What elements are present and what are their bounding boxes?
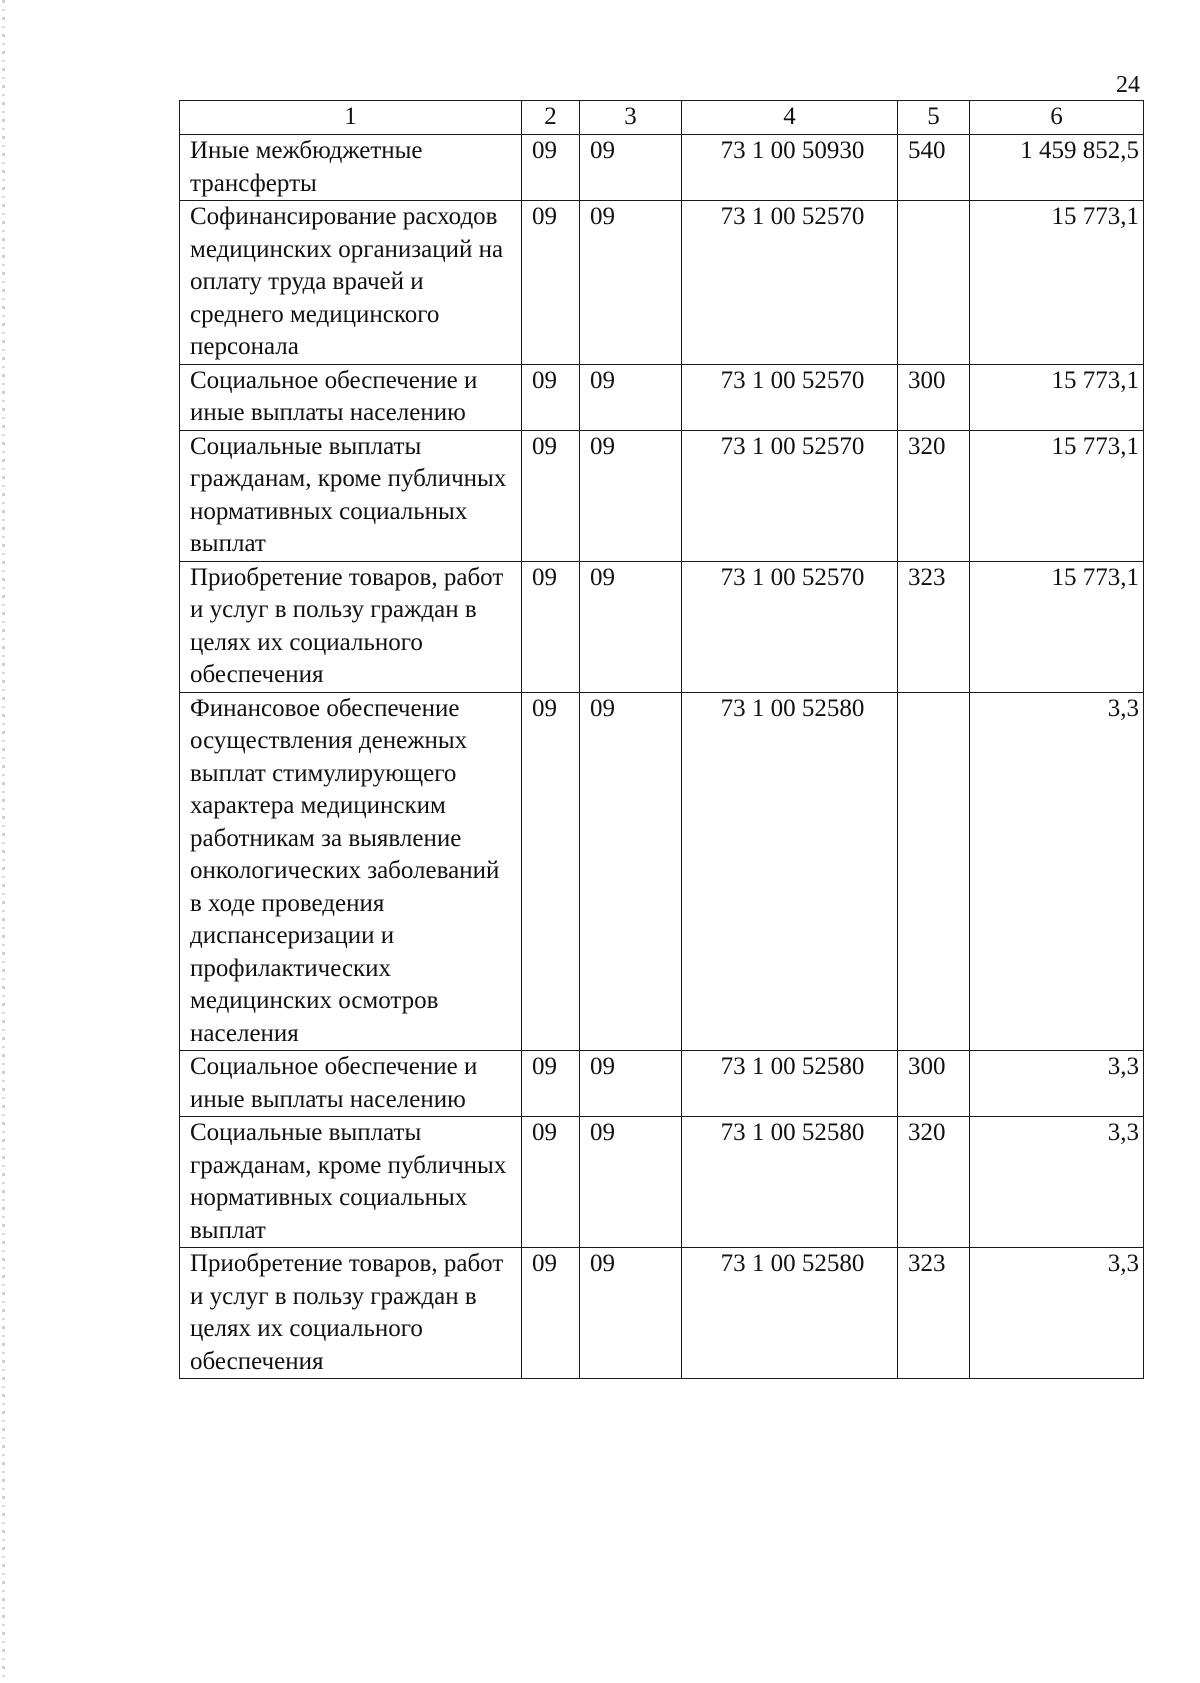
row-subsection: 09 [580, 135, 682, 201]
row-target-code: 73 1 00 50930 [682, 135, 898, 201]
row-subsection: 09 [580, 1248, 682, 1379]
scan-edge-artifact [2, 0, 5, 1683]
row-section: 09 [522, 135, 580, 201]
table-row [180, 364, 1144, 430]
table-row [180, 1051, 1144, 1117]
table-row [180, 561, 1144, 692]
row-subsection: 09 [580, 1051, 682, 1117]
row-section: 09 [522, 692, 580, 1051]
row-target-code: 73 1 00 52570 [682, 201, 898, 365]
row-name: Социальное обеспечение и иные выплаты населению [180, 1051, 522, 1117]
row-name: Социальное обеспечение и иные выплаты населению [180, 364, 522, 430]
header-cell-6: 6 [970, 101, 1144, 135]
row-expense-type [898, 201, 970, 365]
row-section: 09 [522, 430, 580, 561]
row-name: Приобретение товаров, работ и услуг в пользу граждан в целях их социального обеспечения [180, 1248, 522, 1379]
row-expense-type: 540 [898, 135, 970, 201]
header-cell-2: 2 [522, 101, 580, 135]
row-subsection: 09 [580, 430, 682, 561]
row-expense-type: 320 [898, 430, 970, 561]
row-section: 09 [522, 1248, 580, 1379]
row-amount: 15 773,1 [970, 201, 1144, 365]
table-row [180, 201, 1144, 365]
row-name: Финансовое обеспечение осуществления денежных выплат стимулирующего характера медицинским работникам за выявление онкологических заболеваний в ходе проведения диспансеризации и профилактических медицинских осмотров населения [180, 692, 522, 1051]
row-amount: 3,3 [970, 1117, 1144, 1248]
row-name: Софинансирование расходов медицинских организаций на оплату труда врачей и среднего медицинского персонала [180, 201, 522, 365]
row-subsection: 09 [580, 364, 682, 430]
table-header [180, 101, 1144, 135]
row-amount: 1 459 852,5 [970, 135, 1144, 201]
row-expense-type: 320 [898, 1117, 970, 1248]
row-target-code: 73 1 00 52580 [682, 692, 898, 1051]
row-name: Приобретение товаров, работ и услуг в пользу граждан в целях их социального обеспечения [180, 561, 522, 692]
row-target-code: 73 1 00 52570 [682, 430, 898, 561]
row-section: 09 [522, 561, 580, 692]
row-expense-type: 323 [898, 1248, 970, 1379]
table-body [180, 135, 1144, 1379]
table-row [180, 692, 1144, 1051]
row-expense-type: 300 [898, 1051, 970, 1117]
row-amount: 3,3 [970, 1051, 1144, 1117]
row-target-code: 73 1 00 52570 [682, 561, 898, 692]
row-section: 09 [522, 364, 580, 430]
page-number: 24 [1116, 72, 1140, 98]
row-subsection: 09 [580, 1117, 682, 1248]
row-amount: 15 773,1 [970, 430, 1144, 561]
row-section: 09 [522, 201, 580, 365]
row-expense-type: 323 [898, 561, 970, 692]
budget-table [179, 100, 1144, 1379]
row-name: Иные межбюджетные трансферты [180, 135, 522, 201]
header-cell-5: 5 [898, 101, 970, 135]
row-target-code: 73 1 00 52580 [682, 1051, 898, 1117]
header-row [180, 101, 1144, 135]
row-subsection: 09 [580, 692, 682, 1051]
header-cell-1: 1 [180, 101, 522, 135]
row-expense-type: 300 [898, 364, 970, 430]
row-expense-type [898, 692, 970, 1051]
row-section: 09 [522, 1051, 580, 1117]
row-amount: 3,3 [970, 1248, 1144, 1379]
header-cell-4: 4 [682, 101, 898, 135]
row-target-code: 73 1 00 52580 [682, 1117, 898, 1248]
table-row [180, 1117, 1144, 1248]
row-name: Социальные выплаты гражданам, кроме публичных нормативных социальных выплат [180, 430, 522, 561]
row-target-code: 73 1 00 52570 [682, 364, 898, 430]
table-row [180, 430, 1144, 561]
row-amount: 3,3 [970, 692, 1144, 1051]
row-section: 09 [522, 1117, 580, 1248]
table-row [180, 135, 1144, 201]
row-subsection: 09 [580, 201, 682, 365]
row-amount: 15 773,1 [970, 364, 1144, 430]
header-cell-3: 3 [580, 101, 682, 135]
row-subsection: 09 [580, 561, 682, 692]
row-target-code: 73 1 00 52580 [682, 1248, 898, 1379]
row-amount: 15 773,1 [970, 561, 1144, 692]
table-row [180, 1248, 1144, 1379]
row-name: Социальные выплаты гражданам, кроме публичных нормативных социальных выплат [180, 1117, 522, 1248]
